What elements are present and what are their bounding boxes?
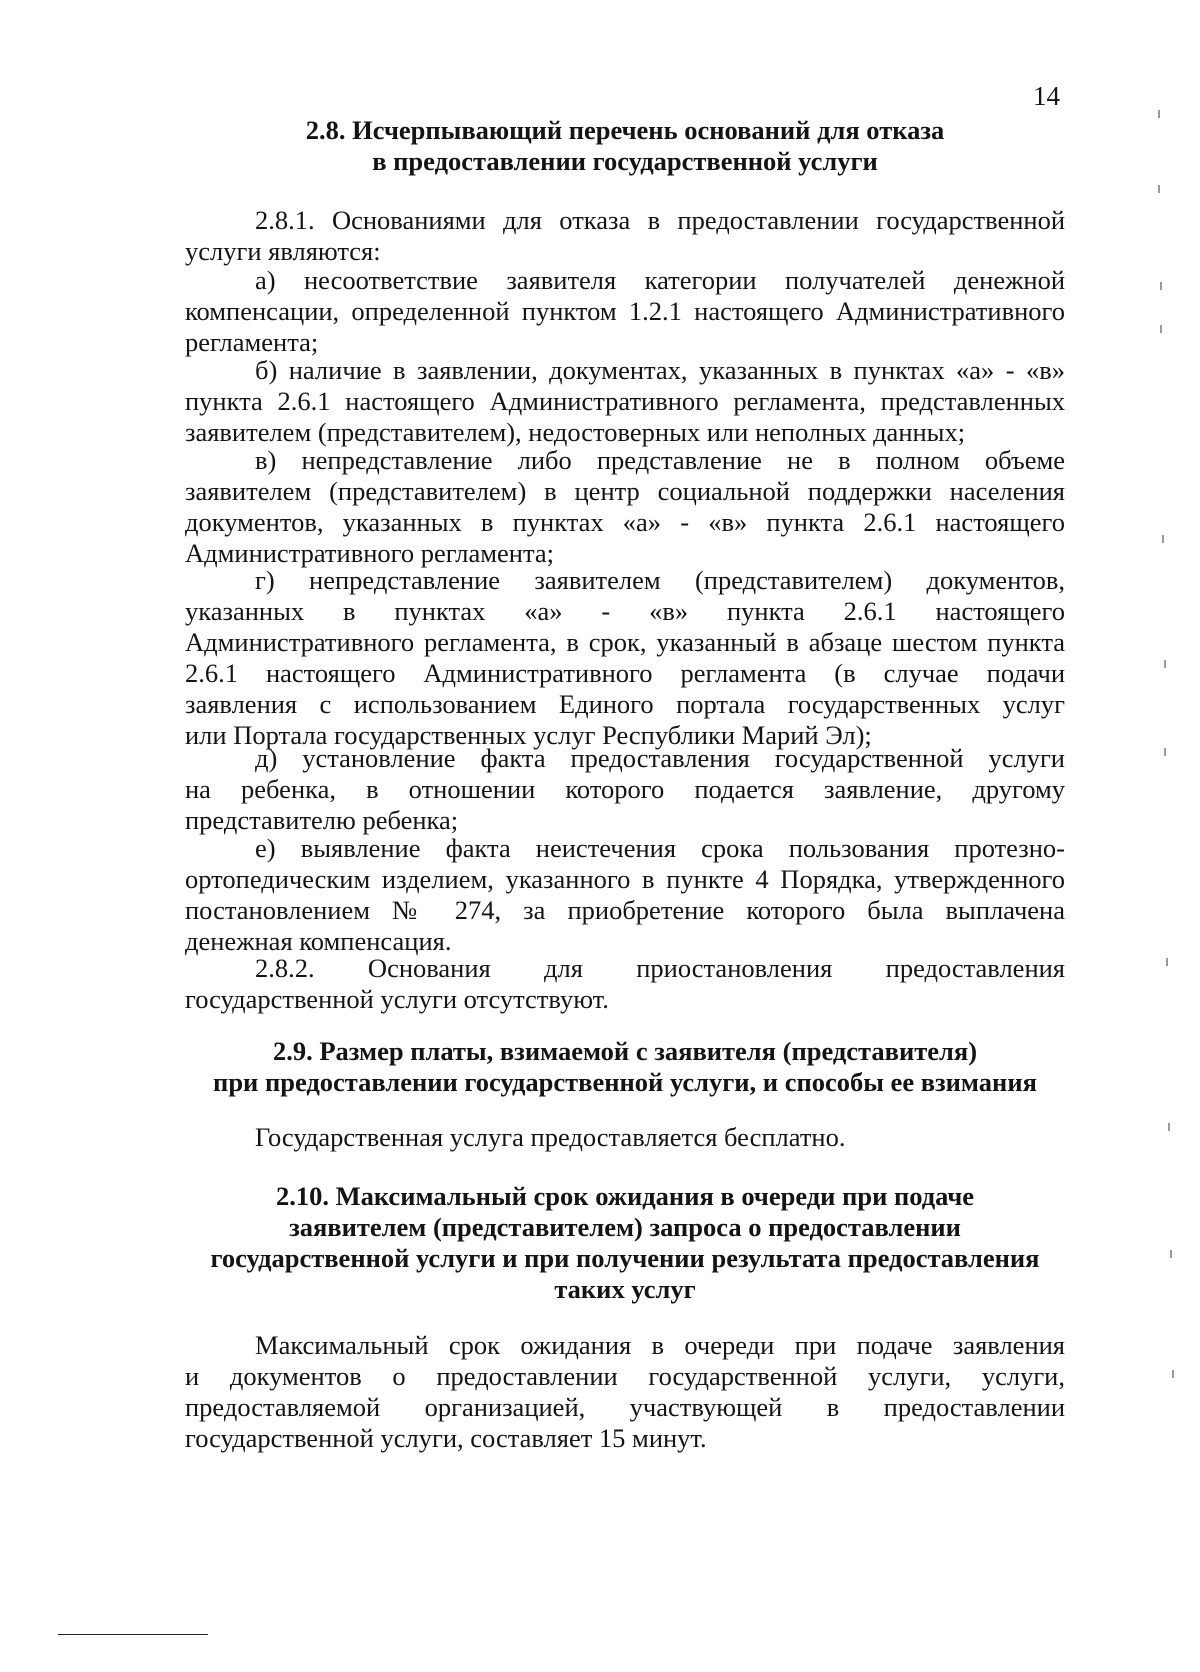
- paragraph-2-10-body: [185, 1330, 1065, 1454]
- text-line: Административного регламента;: [185, 538, 554, 568]
- text-line: е) выявление факта неистечения срока пользования протезно-: [255, 833, 1065, 863]
- paragraph-2-9-body: [185, 1122, 1065, 1153]
- section-2-9-heading: [185, 1036, 1065, 1098]
- text-line: регламента;: [185, 327, 319, 357]
- text-line: 2.8.1. Основаниями для отказа в предоставлении государственной: [255, 205, 1065, 235]
- section-2-8-heading: [185, 115, 1065, 177]
- section-2-10-heading: [185, 1181, 1065, 1305]
- scan-speck: [1170, 1250, 1172, 1258]
- text-line: государственной услуги отсутствуют.: [185, 984, 609, 1014]
- text-line: пункта 2.6.1 настоящего Административного регламента, представленных: [185, 386, 1065, 416]
- text-line: предоставляемой организацией, участвующей в предоставлении: [185, 1392, 1065, 1422]
- scan-speck: [1166, 958, 1168, 966]
- heading-line: государственной услуги и при получении результата предоставления: [210, 1243, 1040, 1273]
- scan-speck: [1168, 1123, 1170, 1131]
- text-line: и документов о предоставлении государственной услуги, услуги,: [185, 1361, 1065, 1391]
- paragraph-2-8-1: [185, 205, 1065, 267]
- text-line: указанных в пунктах «а» - «в» пункта 2.6.1 настоящего: [185, 596, 1065, 626]
- text-line: 2.8.2. Основания для приостановления предоставления: [255, 953, 1065, 983]
- heading-line: в предоставлении государственной услуги: [372, 146, 878, 176]
- paragraph-item-b: [185, 355, 1065, 448]
- scan-speck: [1160, 325, 1162, 333]
- heading-line: таких услуг: [554, 1274, 696, 1304]
- text-line: или Портала государственных услуг Республики Марий Эл);: [185, 720, 872, 750]
- text-line: услуги являются:: [185, 236, 381, 266]
- text-line: документов, указанных в пунктах «а» - «в» пункта 2.6.1 настоящего: [185, 507, 1065, 537]
- heading-line: 2.9. Размер платы, взимаемой с заявителя (представителя): [272, 1036, 978, 1066]
- paragraph-item-a: [185, 265, 1065, 358]
- scan-speck: [1162, 535, 1164, 543]
- paragraph-item-e: [185, 833, 1065, 957]
- text-line: государственной услуги, составляет 15 минут.: [185, 1423, 707, 1453]
- text-line: заявителем (представителем), недостоверных или неполных данных;: [185, 417, 966, 447]
- text-line: Административного регламента, в срок, указанный в абзаце шестом пункта: [185, 627, 1065, 657]
- heading-line: 2.10. Максимальный срок ожидания в очереди при подаче: [275, 1181, 975, 1211]
- scan-speck: [1164, 660, 1166, 668]
- heading-line: при предоставлении государственной услуги, и способы ее взимания: [213, 1067, 1037, 1097]
- text-line: б) наличие в заявлении, документах, указанных в пунктах «а» - «в»: [255, 355, 1065, 385]
- heading-line: заявителем (представителем) запроса о предоставлении: [289, 1212, 961, 1242]
- text-line: на ребенка, в отношении которого подается заявление, другому: [185, 774, 1065, 804]
- text-line: 2.6.1 настоящего Административного регламента (в случае подачи: [185, 658, 1065, 688]
- text-line: представителю ребенка;: [185, 805, 459, 835]
- text-line: а) несоответствие заявителя категории получателей денежной: [255, 265, 1065, 295]
- text-line: д) установление факта предоставления государственной услуги: [255, 743, 1065, 773]
- paragraph-2-8-2: [185, 953, 1065, 1015]
- paragraph-item-g: [185, 565, 1065, 751]
- text-line: ортопедическим изделием, указанного в пункте 4 Порядка, утвержденного: [185, 864, 1065, 894]
- paragraph-item-v: [185, 445, 1065, 569]
- text-line: денежная компенсация.: [185, 926, 452, 956]
- paragraph-item-d: [185, 743, 1065, 836]
- text-line: компенсации, определенной пунктом 1.2.1 настоящего Административного: [185, 296, 1065, 326]
- text-line: Максимальный срок ожидания в очереди при подаче заявления: [255, 1330, 1065, 1360]
- text-line: заявителем (представителем) в центр социальной поддержки населения: [185, 476, 1065, 506]
- scan-speck: [1164, 748, 1166, 756]
- text-line: г) непредставление заявителем (представителем) документов,: [255, 565, 1065, 595]
- text-line: в) непредставление либо представление не в полном объеме: [255, 445, 1065, 475]
- scan-speck: [1158, 185, 1160, 193]
- scan-speck: [1160, 282, 1162, 290]
- text-line: Государственная услуга предоставляется бесплатно.: [255, 1122, 846, 1152]
- scan-speck: [1172, 1370, 1174, 1378]
- page-number: 14: [1033, 81, 1060, 111]
- margin-rule: [58, 1634, 208, 1635]
- scan-speck: [1158, 110, 1160, 118]
- heading-line: 2.8. Исчерпывающий перечень оснований для отказа: [305, 115, 945, 145]
- text-line: заявления с использованием Единого портала государственных услуг: [185, 689, 1065, 719]
- text-line: постановлением № 274, за приобретение которого была выплачена: [185, 895, 1065, 925]
